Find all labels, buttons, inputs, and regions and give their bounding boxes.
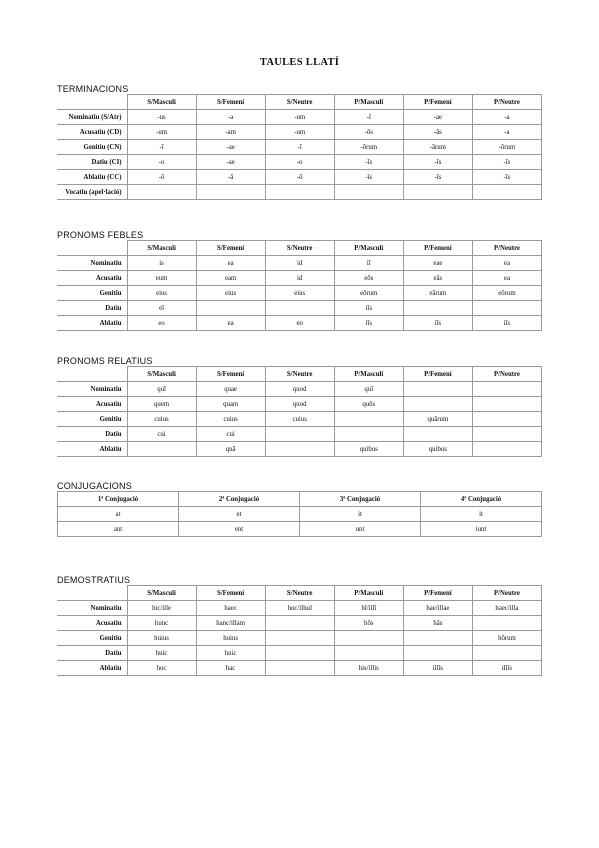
column-header: 1ª Conjugació	[58, 492, 179, 507]
section-title: PRONOMS FEBLES	[57, 230, 144, 240]
row-label: Ablatiu (CC)	[57, 170, 127, 185]
section-title: DEMOSTRATIUS	[57, 575, 131, 585]
table-cell: eae	[403, 256, 472, 271]
row-label: Acusatiu	[57, 616, 127, 631]
column-header: P/Neutre	[472, 95, 541, 110]
table-cell: cuius	[265, 412, 334, 427]
table-cell: eo	[127, 316, 196, 331]
demostratius-table	[57, 585, 542, 676]
table-cell: eius	[265, 286, 334, 301]
table-cell	[265, 646, 334, 661]
table-cell: hās	[403, 616, 472, 631]
pronoms-relatius-table	[57, 366, 542, 457]
table-cell: quod	[265, 382, 334, 397]
column-header: S/Masculí	[127, 367, 196, 382]
column-header: P/Femení	[403, 95, 472, 110]
table-row	[57, 601, 542, 616]
table-cell	[403, 631, 472, 646]
table-row	[57, 316, 542, 331]
table-row	[57, 397, 542, 412]
table-cell	[265, 427, 334, 442]
table-cell: iī	[334, 256, 403, 271]
column-header: S/Masculí	[127, 241, 196, 256]
table-cell: id	[265, 256, 334, 271]
table-cell: hic/ille	[127, 601, 196, 616]
row-label: Datiu (CI)	[57, 155, 127, 170]
table-cell: eōrum	[472, 286, 541, 301]
header-row	[57, 367, 542, 382]
table-cell	[265, 442, 334, 457]
table-cell	[196, 301, 265, 316]
table-cell	[472, 301, 541, 316]
table-row	[57, 616, 542, 631]
conjugacions-table	[57, 491, 542, 537]
table-cell	[403, 427, 472, 442]
table-cell: hunc	[127, 616, 196, 631]
table-cell: ent	[179, 522, 300, 537]
table-cell: quī	[127, 382, 196, 397]
table-cell: eōrum	[334, 286, 403, 301]
table-cell: huius	[127, 631, 196, 646]
row-label: Vocatiu (apel·lació)	[57, 185, 127, 200]
row-label: Datiu	[57, 427, 127, 442]
table-cell: quibus	[334, 442, 403, 457]
table-cell: -ōrum	[334, 140, 403, 155]
table-cell: eam	[196, 271, 265, 286]
row-label: Ablatiu	[57, 661, 127, 676]
table-cell: ea	[472, 256, 541, 271]
table-cell: ea	[196, 316, 265, 331]
table-cell	[127, 442, 196, 457]
table-cell: hōrum	[472, 631, 541, 646]
table-cell: quem	[127, 397, 196, 412]
table-cell: -ae	[196, 155, 265, 170]
table-cell: it	[421, 507, 542, 522]
table-row	[57, 442, 542, 457]
table-cell: quod	[265, 397, 334, 412]
table-cell: -a	[472, 125, 541, 140]
table-cell	[334, 646, 403, 661]
section-title: CONJUGACIONS	[57, 481, 132, 491]
table-cell: iunt	[421, 522, 542, 537]
row-label: Nominatiu	[57, 256, 127, 271]
table-cell: -um	[265, 110, 334, 125]
table-row	[58, 507, 542, 522]
header-row	[57, 241, 542, 256]
column-header: 3ª Conjugació	[300, 492, 421, 507]
table-cell	[265, 661, 334, 676]
table-cell: -īs	[472, 155, 541, 170]
table-cell: cui	[196, 427, 265, 442]
table-cell: -ōs	[334, 125, 403, 140]
table-cell: quī	[334, 382, 403, 397]
column-header: S/Neutre	[265, 95, 334, 110]
table-cell: -ōrum	[472, 140, 541, 155]
table-cell: -ī	[334, 110, 403, 125]
table-cell	[196, 185, 265, 200]
column-header: P/Femení	[403, 367, 472, 382]
table-cell: eī	[127, 301, 196, 316]
column-header: P/Masculí	[334, 586, 403, 601]
table-cell: cuius	[127, 412, 196, 427]
table-cell: -īs	[472, 170, 541, 185]
column-header: P/Neutre	[472, 241, 541, 256]
table-cell: -īs	[334, 155, 403, 170]
table-cell: -ā	[196, 170, 265, 185]
row-label: Acusatiu	[57, 397, 127, 412]
column-header: S/Femení	[196, 241, 265, 256]
table-row	[57, 631, 542, 646]
column-header: S/Neutre	[265, 367, 334, 382]
table-cell: hanc/illam	[196, 616, 265, 631]
table-cell: quā	[196, 442, 265, 457]
row-label: Ablatiu	[57, 442, 127, 457]
table-cell: ea	[196, 256, 265, 271]
column-header: S/Femení	[196, 95, 265, 110]
column-header	[57, 586, 127, 601]
table-cell: hoc/illud	[265, 601, 334, 616]
row-label: Acusatiu	[57, 271, 127, 286]
table-cell	[334, 412, 403, 427]
column-header: S/Neutre	[265, 241, 334, 256]
table-cell: ant	[58, 522, 179, 537]
table-cell	[265, 301, 334, 316]
table-cell: -ae	[196, 140, 265, 155]
column-header: S/Masculí	[127, 586, 196, 601]
table-cell: -īs	[403, 170, 472, 185]
table-cell	[403, 185, 472, 200]
row-label: Datiu	[57, 646, 127, 661]
table-cell: haec	[196, 601, 265, 616]
table-cell: eum	[127, 271, 196, 286]
row-label: Genitiu	[57, 286, 127, 301]
table-cell: eius	[196, 286, 265, 301]
table-row	[57, 661, 542, 676]
table-cell	[127, 185, 196, 200]
table-cell: -ī	[127, 140, 196, 155]
table-cell: cui	[127, 427, 196, 442]
table-cell: -ō	[127, 170, 196, 185]
table-cell: -ārum	[403, 140, 472, 155]
table-cell	[403, 301, 472, 316]
table-cell: -o	[127, 155, 196, 170]
table-cell: eārum	[403, 286, 472, 301]
row-label: Nominatiu (S/Atr)	[57, 110, 127, 125]
table-cell: haec/illa	[472, 601, 541, 616]
column-header: S/Femení	[196, 586, 265, 601]
section-pronoms-febles	[57, 230, 542, 331]
table-cell	[472, 427, 541, 442]
table-cell: et	[179, 507, 300, 522]
row-label: Datiu	[57, 301, 127, 316]
column-header	[57, 367, 127, 382]
table-cell: -īs	[403, 155, 472, 170]
table-row	[57, 382, 542, 397]
column-header: P/Masculí	[334, 95, 403, 110]
table-cell: quārum	[403, 412, 472, 427]
table-cell	[472, 616, 541, 631]
table-cell: quibus	[403, 442, 472, 457]
table-cell: eās	[403, 271, 472, 286]
row-label: Nominatiu	[57, 601, 127, 616]
table-cell: -o	[265, 155, 334, 170]
table-row	[57, 155, 542, 170]
table-cell	[472, 412, 541, 427]
table-row	[57, 170, 542, 185]
table-row	[57, 140, 542, 155]
pronoms-febles-table	[57, 240, 542, 331]
table-cell: iīs	[403, 316, 472, 331]
table-cell: -um	[265, 125, 334, 140]
column-header	[57, 95, 127, 110]
table-cell	[403, 382, 472, 397]
table-cell: -ae	[403, 110, 472, 125]
table-row	[57, 646, 542, 661]
table-cell: huius	[196, 631, 265, 646]
table-row	[57, 125, 542, 140]
table-cell: cuius	[196, 412, 265, 427]
table-cell: iīs	[472, 316, 541, 331]
table-cell: iīs	[334, 301, 403, 316]
table-cell: huic	[127, 646, 196, 661]
table-cell: -a	[196, 110, 265, 125]
terminacions-table	[57, 94, 542, 200]
table-row	[57, 256, 542, 271]
table-cell: it	[300, 507, 421, 522]
table-cell	[472, 397, 541, 412]
header-row	[57, 95, 542, 110]
table-cell: -a	[472, 110, 541, 125]
table-cell: illīs	[403, 661, 472, 676]
column-header: P/Femení	[403, 586, 472, 601]
table-row	[57, 185, 542, 200]
section-pronoms-relatius	[57, 356, 542, 457]
table-cell: huic	[196, 646, 265, 661]
table-cell: eo	[265, 316, 334, 331]
table-cell: -ō	[265, 170, 334, 185]
table-cell: hī/illī	[334, 601, 403, 616]
table-cell	[334, 631, 403, 646]
table-cell: ea	[472, 271, 541, 286]
table-cell	[265, 185, 334, 200]
row-label: Genitiu (CN)	[57, 140, 127, 155]
table-cell: hōs	[334, 616, 403, 631]
section-title: PRONOMS RELATIUS	[57, 356, 153, 366]
section-terminacions	[57, 84, 542, 200]
column-header: S/Neutre	[265, 586, 334, 601]
column-header: S/Femení	[196, 367, 265, 382]
row-label: Genitiu	[57, 631, 127, 646]
table-cell: -us	[127, 110, 196, 125]
table-cell	[403, 646, 472, 661]
table-cell: -ās	[403, 125, 472, 140]
table-cell: illīs	[472, 661, 541, 676]
column-header	[57, 241, 127, 256]
table-cell: his/illis	[334, 661, 403, 676]
table-cell	[472, 442, 541, 457]
table-cell: -am	[196, 125, 265, 140]
section-conjugacions	[57, 481, 542, 537]
table-cell: unt	[300, 522, 421, 537]
table-row	[57, 110, 542, 125]
table-row	[57, 271, 542, 286]
row-label: Ablatiu	[57, 316, 127, 331]
table-cell	[472, 382, 541, 397]
row-label: Nominatiu	[57, 382, 127, 397]
table-row	[57, 427, 542, 442]
column-header: P/Neutre	[472, 586, 541, 601]
table-row	[57, 301, 542, 316]
table-row	[57, 412, 542, 427]
table-cell: hae/illae	[403, 601, 472, 616]
table-cell: hoc	[127, 661, 196, 676]
header-row	[57, 586, 542, 601]
table-row	[58, 522, 542, 537]
table-cell: -ī	[265, 140, 334, 155]
table-row	[57, 286, 542, 301]
section-demostratius	[57, 575, 542, 676]
table-cell: quam	[196, 397, 265, 412]
table-cell	[403, 397, 472, 412]
table-cell: at	[58, 507, 179, 522]
table-cell	[265, 616, 334, 631]
section-title: TERMINACIONS	[57, 84, 129, 94]
document-title: TAULES LLATÍ	[259, 57, 340, 68]
table-cell: -īs	[334, 170, 403, 185]
table-cell	[472, 185, 541, 200]
table-cell: eius	[127, 286, 196, 301]
column-header: P/Masculí	[334, 241, 403, 256]
table-cell	[265, 631, 334, 646]
column-header: 2ª Conjugació	[179, 492, 300, 507]
table-cell: quōs	[334, 397, 403, 412]
row-label: Genitiu	[57, 412, 127, 427]
table-cell	[334, 185, 403, 200]
table-cell: iīs	[334, 316, 403, 331]
header-row	[58, 492, 542, 507]
table-cell: id	[265, 271, 334, 286]
table-cell	[334, 427, 403, 442]
column-header: P/Femení	[403, 241, 472, 256]
table-cell: hac	[196, 661, 265, 676]
table-cell	[472, 646, 541, 661]
column-header: P/Masculí	[334, 367, 403, 382]
table-cell: is	[127, 256, 196, 271]
column-header: 4ª Conjugació	[421, 492, 542, 507]
row-label: Acusatiu (CD)	[57, 125, 127, 140]
column-header: S/Masculí	[127, 95, 196, 110]
table-cell: eōs	[334, 271, 403, 286]
column-header: P/Neutre	[472, 367, 541, 382]
table-cell: quae	[196, 382, 265, 397]
table-cell: -um	[127, 125, 196, 140]
